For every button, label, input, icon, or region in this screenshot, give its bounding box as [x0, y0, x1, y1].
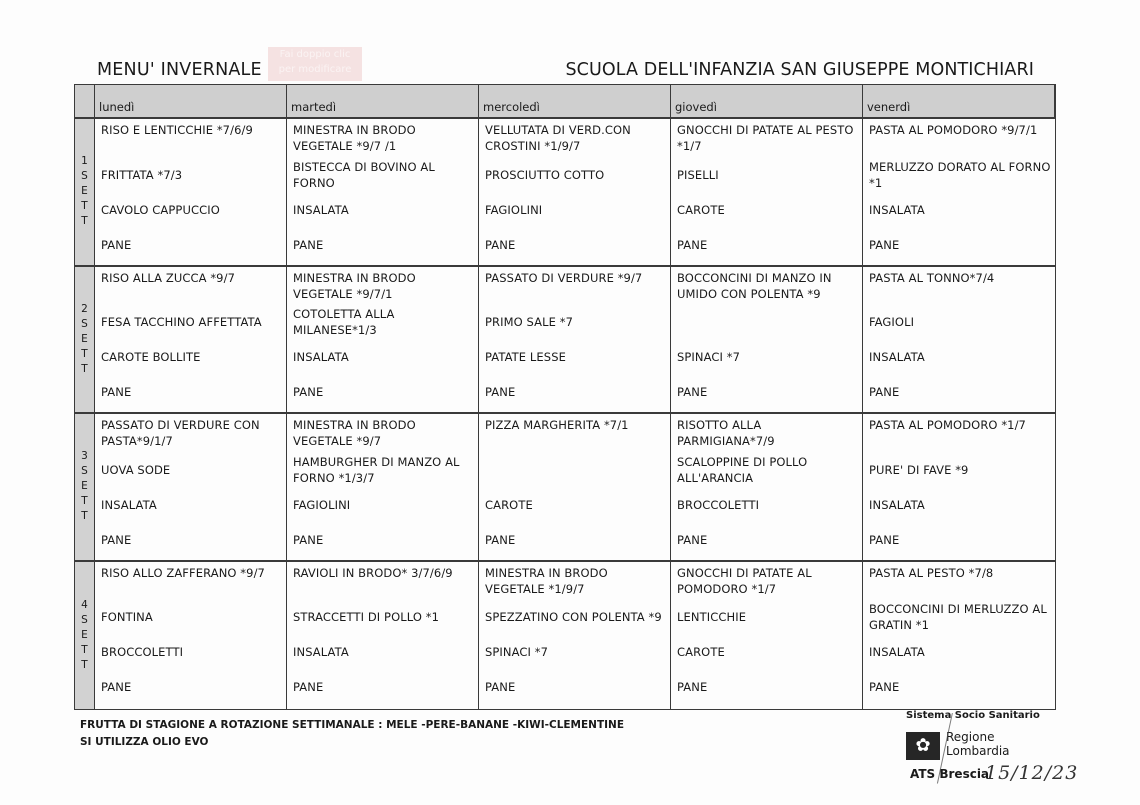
week-label-char: E: [81, 332, 88, 345]
week-label-char: S: [81, 465, 88, 478]
dish-item: MINESTRA IN BRODO VEGETALE *1/9/7: [485, 565, 608, 596]
dish-item: CAROTE: [677, 645, 725, 659]
dish-item: CAROTE: [485, 497, 533, 512]
dish-item: PIZZA MARGHERITA *7/1: [485, 418, 629, 432]
dish-item: CAROTE BOLLITE: [101, 350, 201, 364]
menu-cell: [863, 119, 1055, 267]
dish-item: PATATE LESSE: [485, 350, 566, 364]
dish-item: SPEZZATINO CON POLENTA *9: [485, 610, 662, 624]
week-label-char: T: [81, 658, 88, 671]
footer-oil-note: SI UTILIZZA OLIO EVO: [80, 736, 209, 748]
week-label-char: S: [81, 170, 88, 183]
faint-stamp-line: per modificare: [278, 64, 352, 75]
dish-item: HAMBURGHER DI MANZO AL FORNO *1/3/7: [293, 454, 460, 485]
menu-cell: [479, 562, 671, 710]
menu-cell: [671, 119, 863, 267]
menu-cell: [863, 267, 1055, 415]
menu-cell: [95, 267, 287, 415]
school-title: SCUOLA DELL'INFANZIA SAN GIUSEPPE MONTICHIARI: [565, 60, 1034, 80]
bread-item: PANE: [101, 532, 132, 547]
menu-cell: [287, 414, 479, 562]
lombardia-rose-icon: ✿: [906, 732, 940, 760]
menu-cell: [95, 119, 287, 267]
bread-item: PANE: [485, 532, 516, 547]
dish-item: BOCCONCINI DI MERLUZZO AL GRATIN *1: [869, 602, 1047, 632]
menu-cell: [287, 562, 479, 710]
week-label-char: 2: [81, 302, 88, 315]
day-header: martedì: [287, 85, 479, 119]
bread-item: PANE: [101, 680, 132, 694]
bread-item: PANE: [869, 385, 900, 399]
dish-item: LENTICCHIE: [677, 610, 747, 624]
week-label-char: 4: [81, 598, 88, 611]
day-header: lunedì: [95, 85, 287, 119]
stamp-region-line: Lombardia: [946, 744, 1010, 758]
dish-item: STRACCETTI DI POLLO *1: [293, 610, 440, 624]
menu-cell: [671, 414, 863, 562]
menu-cell: [287, 119, 479, 267]
dish-item: INSALATA: [869, 202, 925, 217]
week-label: [75, 562, 95, 710]
dish-item: INSALATA: [293, 202, 349, 217]
day-header: giovedì: [671, 85, 863, 119]
ats-approval-stamp: [900, 710, 1079, 800]
dish-item: SPINACI *7: [485, 645, 549, 659]
footer-notes: [80, 717, 624, 751]
bread-item: PANE: [101, 385, 132, 399]
day-header: mercoledì: [479, 85, 671, 119]
dish-item: MERLUZZO DORATO AL FORNO *1: [869, 159, 1051, 190]
menu-cell: [671, 267, 863, 415]
stamp-handwritten-date: 15/12/23: [985, 762, 1079, 784]
dish-item: FONTINA: [101, 610, 153, 624]
bread-item: PANE: [869, 680, 900, 694]
stamp-region-line: Regione: [946, 730, 995, 744]
dish-item: BROCCOLETTI: [101, 645, 184, 659]
dish-item: INSALATA: [101, 497, 157, 512]
dish-item: UOVA SODE: [101, 462, 171, 477]
menu-cell: [671, 562, 863, 710]
week-label-char: S: [81, 613, 88, 626]
dish-item: PURE' DI FAVE *9: [869, 462, 969, 477]
dish-item: RISO ALLO ZAFFERANO *9/7: [101, 565, 265, 580]
dish-item: RISOTTO ALLA PARMIGIANA*7/9: [677, 418, 775, 448]
dish-item: SPINACI *7: [677, 350, 741, 364]
dish-item: COTOLETTA ALLA MILANESE*1/3: [293, 307, 395, 337]
week-label: [75, 414, 95, 562]
bread-item: PANE: [485, 680, 516, 694]
menu-cell: [479, 414, 671, 562]
dish-item: VELLUTATA DI VERD.CON CROSTINI *1/9/7: [485, 123, 631, 153]
dish-item: INSALATA: [869, 645, 925, 659]
dish-item: [677, 305, 858, 340]
dish-item: SCALOPPINE DI POLLO ALL'ARANCIA: [677, 454, 808, 485]
faint-stamp-line: Fai doppio clic: [279, 49, 351, 60]
week-label-char: E: [81, 185, 88, 198]
stamp-ats: ATS Brescia: [910, 767, 990, 781]
week-label-char: T: [81, 200, 88, 213]
faint-edit-stamp: [268, 47, 362, 81]
dish-item: INSALATA: [869, 497, 925, 512]
menu-cell: [863, 414, 1055, 562]
week-label-char: T: [81, 643, 88, 656]
header-corner: [75, 85, 95, 119]
week-label-char: S: [81, 317, 88, 330]
dish-item: PASTA AL TONNO*7/4: [869, 270, 995, 285]
dish-item: FAGIOLI: [869, 315, 915, 329]
menu-cell: [479, 119, 671, 267]
week-label-char: T: [81, 347, 88, 360]
dish-item: INSALATA: [869, 350, 925, 364]
dish-item: GNOCCHI DI PATATE AL PESTO *1/7: [677, 123, 854, 153]
menu-table: [74, 84, 1056, 710]
dish-item: PASTA AL POMODORO *1/7: [869, 418, 1026, 432]
dish-item: [485, 452, 666, 487]
week-label-char: T: [81, 215, 88, 228]
week-label-char: E: [81, 480, 88, 493]
bread-item: PANE: [293, 532, 324, 547]
week-label-char: E: [81, 628, 88, 641]
stamp-title: Sistema Socio Sanitario: [906, 710, 1040, 721]
week-label: [75, 267, 95, 415]
menu-cell: [95, 562, 287, 710]
dish-item: RAVIOLI IN BRODO* 3/7/6/9: [293, 565, 453, 580]
dish-item: BOCCONCINI DI MANZO IN UMIDO CON POLENTA *9: [677, 270, 832, 301]
dish-item: INSALATA: [293, 350, 349, 364]
dish-item: FRITTATA *7/3: [101, 167, 183, 182]
bread-item: PANE: [869, 237, 900, 252]
dish-item: BROCCOLETTI: [677, 497, 760, 512]
dish-item: PASSATO DI VERDURE *9/7: [485, 270, 643, 285]
bread-item: PANE: [869, 532, 900, 547]
dish-item: MINESTRA IN BRODO VEGETALE *9/7 /1: [293, 123, 416, 153]
dish-item: CAROTE: [677, 202, 725, 217]
dish-item: PASTA AL POMODORO *9/7/1: [869, 123, 1038, 137]
dish-item: BISTECCA DI BOVINO AL FORNO: [293, 159, 435, 190]
week-label-char: 1: [81, 155, 88, 168]
bread-item: PANE: [677, 532, 708, 547]
menu-title: MENU' INVERNALE: [97, 60, 262, 80]
bread-item: PANE: [293, 385, 324, 399]
bread-item: PANE: [293, 237, 324, 252]
dish-item: GNOCCHI DI PATATE AL POMODORO *1/7: [677, 565, 812, 596]
dish-item: RISO ALLA ZUCCA *9/7: [101, 270, 235, 285]
week-label-char: T: [81, 362, 88, 375]
bread-item: PANE: [485, 385, 516, 399]
dish-item: PRIMO SALE *7: [485, 315, 574, 329]
week-label: [75, 119, 95, 267]
dish-item: PASTA AL PESTO *7/8: [869, 565, 994, 580]
week-label-char: 3: [81, 450, 88, 463]
dish-item: FAGIOLINI: [485, 202, 543, 217]
dish-item: CAVOLO CAPPUCCIO: [101, 202, 220, 217]
dish-item: MINESTRA IN BRODO VEGETALE *9/7/1: [293, 270, 416, 301]
bread-item: PANE: [677, 680, 708, 694]
dish-item: FESA TACCHINO AFFETTATA: [101, 315, 262, 329]
menu-cell: [479, 267, 671, 415]
dish-item: INSALATA: [293, 645, 349, 659]
menu-cell: [95, 414, 287, 562]
dish-item: RISO E LENTICCHIE *7/6/9: [101, 123, 253, 137]
week-label-char: T: [81, 510, 88, 523]
dish-item: FAGIOLINI: [293, 497, 351, 512]
dish-item: MINESTRA IN BRODO VEGETALE *9/7: [293, 418, 416, 448]
bread-item: PANE: [485, 237, 516, 252]
bread-item: PANE: [293, 680, 324, 694]
footer-fruit-note: FRUTTA DI STAGIONE A ROTAZIONE SETTIMANALE : MELE -PERE-BANANE -KIWI-CLEMENTINE: [80, 719, 624, 731]
menu-cell: [287, 267, 479, 415]
day-header: venerdì: [863, 85, 1055, 119]
dish-item: PISELLI: [677, 167, 719, 182]
dish-item: PASSATO DI VERDURE CON PASTA*9/1/7: [101, 418, 260, 448]
bread-item: PANE: [101, 237, 132, 252]
week-label-char: T: [81, 495, 88, 508]
menu-cell: [863, 562, 1055, 710]
bread-item: PANE: [677, 237, 708, 252]
dish-item: PROSCIUTTO COTTO: [485, 167, 605, 182]
bread-item: PANE: [677, 385, 708, 399]
